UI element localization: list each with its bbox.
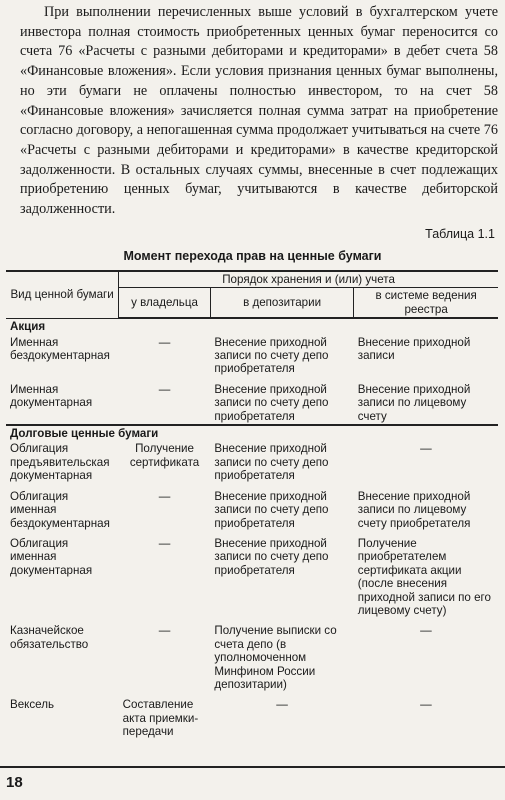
- cell-type: Облигация именная документарная: [10, 536, 93, 577]
- cell-owner: —: [158, 536, 171, 550]
- section-shares: Акция: [10, 320, 46, 334]
- header-storage-group: Порядок хранения и (или) учета: [119, 271, 498, 288]
- cell-type: Именная бездокументарная: [10, 335, 110, 363]
- cell-owner: —: [158, 335, 171, 349]
- cell-registry: —: [420, 698, 432, 712]
- page-number: 18: [6, 774, 23, 791]
- table-row: [6, 618, 498, 692]
- cell-type: Облигация предъявительская документарная: [10, 442, 110, 483]
- cell-depository: Внесение приходной записи по счету депо приобретателя: [214, 442, 329, 483]
- table-row: [6, 377, 498, 425]
- cell-type: Облигация именная бездокументарная: [10, 489, 110, 530]
- cell-registry: Получение приобретателем сертификата акции (после внесения приходной записи по его лицевому счету): [357, 536, 491, 617]
- cell-type: Казначейское обязательство: [10, 624, 89, 651]
- table-row: [6, 335, 498, 377]
- section-row: [6, 318, 498, 334]
- cell-depository: Внесение приходной записи по счету депо приобретателя: [214, 536, 329, 577]
- header-depository: в депозитарии: [210, 288, 353, 318]
- cell-owner: Получение сертификата: [129, 442, 200, 469]
- section-debt: Долговые ценные бумаги: [6, 425, 498, 441]
- body-paragraph: При выполнении перечисленных выше условий в бухгалтерском учете инвестора полная стоимость приобретенных ценных бумаг переносится со счета 76 «Расчеты с разными дебиторами и кредиторами» в дебет счета 58 «Финансовые вложения». Если условия признания ценных бумаг выполнены, но эти бумаги не оплачены полностью инвестором, то на счет 58 «Финансовые вложения» зачисляется полная сумма затрат на приобретение согласно договору, а непогашенная сумма продолжает учитываться на счете 76 «Расчеты с разными дебиторами и кредиторами» в качестве кредиторской задолженности. В остальных случаях суммы, внесенные в счет подлежащих приобретению ценных бумаг, учитываются в качестве дебиторской задолженности.: [20, 4, 498, 218]
- footer-rule: [0, 766, 505, 768]
- cell-depository: Получение выписки со счета депо (в уполномоченном Минфином России депозитарии): [214, 624, 337, 691]
- cell-type: Вексель: [10, 698, 55, 712]
- cell-owner: Составление акта приемки-передачи: [122, 698, 199, 739]
- table-title: Момент перехода прав на ценные бумаги: [123, 249, 382, 263]
- cell-depository: Внесение приходной записи по счету депо приобретателя: [214, 335, 329, 376]
- table-row: [6, 441, 498, 483]
- cell-type: Именная документарная: [10, 382, 93, 410]
- table-row: [6, 484, 498, 531]
- header-type: Вид ценной бумаги: [6, 271, 119, 318]
- cell-registry: —: [420, 624, 432, 638]
- table-number: Таблица 1.1: [425, 227, 495, 241]
- cell-registry: Внесение приходной записи: [357, 335, 471, 363]
- header-owner: у владельца: [119, 288, 211, 318]
- cell-depository: —: [276, 698, 288, 712]
- cell-depository: Внесение приходной записи по счету депо приобретателя: [214, 489, 329, 530]
- rights-transfer-table: [6, 270, 498, 740]
- cell-owner: —: [158, 624, 171, 638]
- cell-registry: Внесение приходной записи по лицевому счету: [357, 382, 471, 423]
- header-registry: в системе ведения реестра: [354, 288, 498, 318]
- table-row: [6, 531, 498, 618]
- cell-owner: —: [158, 382, 171, 396]
- cell-registry: —: [420, 442, 432, 456]
- section-row: [6, 425, 498, 441]
- cell-owner: —: [158, 489, 171, 503]
- cell-registry: Внесение приходной записи по лицевому счету приобретателя: [357, 489, 471, 530]
- table-row: [6, 692, 498, 739]
- cell-depository: Внесение приходной записи по счету депо приобретателя: [214, 382, 329, 423]
